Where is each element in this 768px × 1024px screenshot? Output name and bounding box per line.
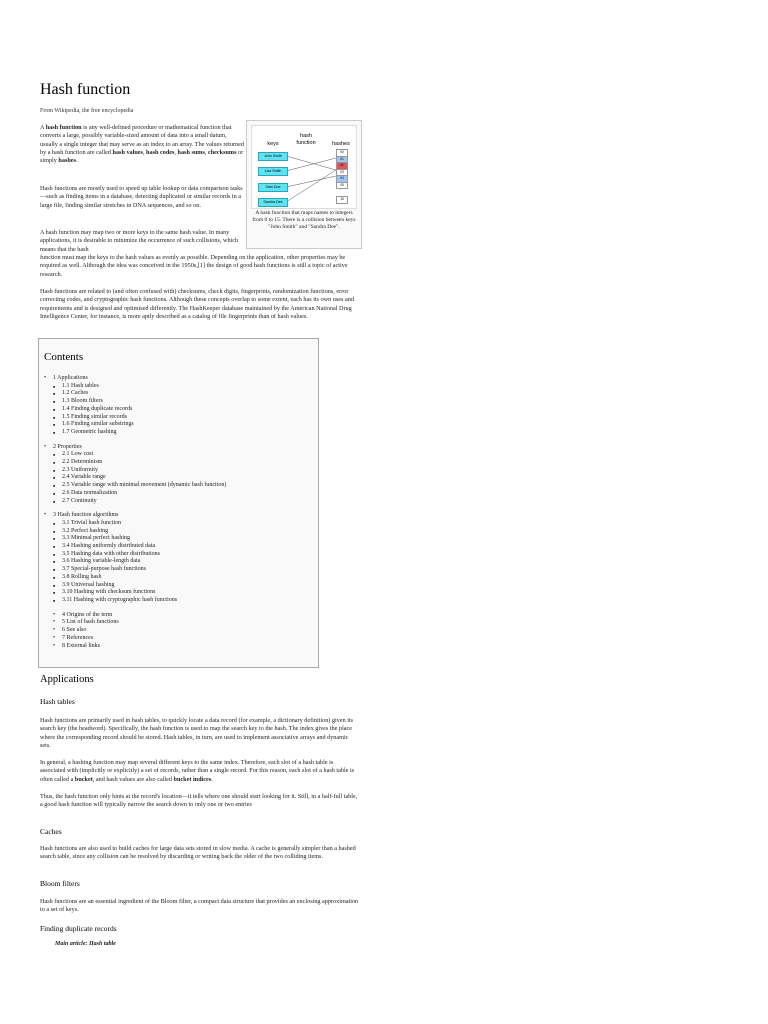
toc-link[interactable]: • 8 External links [53, 643, 313, 651]
toc-link[interactable]: • 4 Origins of the term [53, 612, 313, 620]
page-subtitle: From Wikipedia, the free encyclopedia [40, 108, 134, 114]
toc-link[interactable]: • 2 Properties [44, 444, 313, 452]
toc-link[interactable]: ■ 3.3 Minimal perfect hashing [53, 535, 313, 543]
toc-link[interactable]: ■ 3.6 Hashing variable-length data [53, 558, 313, 566]
toc-title: Contents [44, 351, 84, 363]
toc-group [53, 444, 313, 506]
toc-link[interactable]: ■ 3.2 Perfect hashing [53, 528, 313, 536]
hash-cell: 15 [336, 196, 348, 204]
toc-link[interactable]: ■ 1.5 Finding similar records [53, 414, 313, 422]
hash-cell: 03 [336, 169, 348, 177]
hash-diagram [251, 125, 357, 209]
toc-link[interactable]: ■ 1.1 Hash tables [53, 383, 313, 391]
toc-group [53, 512, 313, 604]
toc-link[interactable]: ■ 2.6 Data normalization [53, 490, 313, 498]
toc-link[interactable]: ■ 3.8 Rolling hash [53, 574, 313, 582]
toc-group [53, 375, 313, 437]
toc-list [53, 375, 313, 650]
section-heading-applications: Applications [40, 674, 94, 685]
toc-link[interactable]: ■ 1.3 Bloom filters [53, 398, 313, 406]
toc-link[interactable]: ■ 1.7 Geometric hashing [53, 429, 313, 437]
toc-link[interactable]: ■ 2.1 Low cost [53, 451, 313, 459]
intro-paragraph-3b: function must map the keys to the hash values as evenly as possible. Depending on the application, other properties may be required as well. Although the idea was conceived in the 1950s,[1] the design of good hash functions is still a topic of active research. [40, 254, 348, 278]
toc-sublist [53, 451, 313, 505]
figure-keys-header: keys [267, 141, 279, 147]
subsection-heading-caches: Caches [40, 827, 62, 836]
toc-link[interactable]: ■ 3.11 Hashing with cryptographic hash functions [53, 597, 313, 605]
subsection-heading-finding-duplicates: Finding duplicate records [40, 924, 117, 933]
toc-link[interactable]: ■ 3.1 Trivial hash function [53, 520, 313, 528]
key-sam-doe: Sam Doe [258, 183, 288, 192]
hash-cell: 01 [336, 156, 348, 164]
toc-link[interactable]: ■ 3.4 Hashing uniformly distributed data [53, 543, 313, 551]
toc-link[interactable]: • 6 See also [53, 627, 313, 635]
toc-link[interactable]: ■ 1.6 Finding similar substrings [53, 421, 313, 429]
table-of-contents [38, 338, 319, 668]
hash-cell: 05 [336, 182, 348, 190]
toc-link[interactable]: • 1 Applications [44, 375, 313, 383]
key-john-smith: John Smith [258, 152, 288, 161]
hash-function-figure [246, 120, 362, 249]
bloom-paragraph-1: Hash functions are an essential ingredient of the Bloom filter, a compact data structure that provides an enclosing approximation to a set of keys. [40, 898, 359, 914]
key-sandra-dee: Sandra Dee [258, 198, 288, 207]
subsection-heading-hash-tables: Hash tables [40, 697, 75, 706]
subsection-heading-bloom-filters: Bloom filters [40, 879, 80, 888]
hash-cell: 04 [336, 175, 348, 183]
toc-link[interactable]: • 7 References [53, 635, 313, 643]
intro-paragraph-3a: A hash function may map two or more keys to the same hash value. In many applications, it is desirable to minimize the occurrence of such collisions, which means that the hash [40, 229, 239, 253]
toc-link[interactable]: ■ 2.4 Variable range [53, 474, 313, 482]
hash-tables-paragraph-1: Hash functions are primarily used in hash tables, to quickly locate a data record (for example, a dictionary definition) given its search key (the headword). Specifically, the hash function is used to map the search key to the hash. The index gives the place where the corresponding record should be stored. Hash tables, in turn, are used to implement associative arrays and dynamic sets. [40, 717, 354, 749]
toc-link[interactable]: ■ 2.5 Variable range with minimal movement (dynamic hash function) [53, 482, 313, 490]
hash-cell-collision: 02 [336, 162, 348, 170]
page-title: Hash function [40, 81, 131, 98]
key-lisa-smith: Lisa Smith [258, 167, 288, 176]
main-article-link[interactable]: Main article: Hash table [55, 941, 116, 947]
toc-link[interactable]: ■ 3.10 Hashing with checksum functions [53, 589, 313, 597]
hash-tables-paragraph-3: Thus, the hash function only hints at the record's location—it tells where one should start looking for it. Still, in a half-full table, a good hash function will typically narrow the search down to only one or two entries [40, 793, 358, 809]
toc-link[interactable]: ■ 2.2 Determinism [53, 459, 313, 467]
toc-link[interactable]: • 3 Hash function algorithms [44, 512, 313, 520]
toc-sublist [53, 520, 313, 605]
toc-link[interactable]: ■ 1.4 Finding duplicate records [53, 406, 313, 414]
figure-caption: A hash function that maps names to integers from 0 to 15. There is a collision between keys "John Smith" and "Sandra Dee". [252, 210, 356, 230]
hash-tables-paragraph-2: In general, a hashing function may map several different keys to the same index. Therefore, each slot of a hash table is associated with (implicitly or explicitly) a set of records, rather than a single record. For this reason, each slot of a hash table is often called a bucket, and hash values are also called bucket indices. [40, 759, 355, 783]
toc-link[interactable]: • 5 List of hash functions [53, 619, 313, 627]
intro-paragraph-1: A hash function is any well-defined procedure or mathematical function that converts a large, possibly variable-sized amount of data into a small datum, usually a single integer that may serve as an index to an array. The values returned by a hash function are called hash values, hash codes, hash sums, checksums or simply hashes. [40, 124, 244, 165]
toc-link[interactable]: ■ 3.5 Hashing data with other distributions [53, 551, 313, 559]
hash-cell: 00 [336, 149, 348, 157]
hash-cell-ellipsis: : [340, 188, 342, 192]
toc-link[interactable]: ■ 3.9 Universal hashing [53, 582, 313, 590]
toc-link[interactable]: ■ 1.2 Caches [53, 390, 313, 398]
caches-paragraph-1: Hash functions are also used to build caches for large data sets stored in slow media. A cache is generally simpler than a hashed search table, since any collision can be resolved by discarding or writing back the older of the two colliding items. [40, 845, 356, 861]
toc-link[interactable]: ■ 2.3 Uniformity [53, 467, 313, 475]
intro-paragraph-4: Hash functions are related to (and often confused with) checksums, check digits, fingerprints, randomization functions, error correcting codes, and cryptographic hash functions. Although these concepts overlap to some extent, each has its own uses and requirements and is designed and optimised differently. The HashKeeper database maintained by the American National Drug Intelligence Center, for instance, is more aptly described as a catalog of file fingerprints than of hash values. [40, 288, 354, 320]
toc-link[interactable]: ■ 3.7 Special-purpose hash functions [53, 566, 313, 574]
figure-hash-function-header: hash function [296, 133, 316, 146]
figure-hashes-header: hashes [332, 141, 350, 147]
toc-link[interactable]: ■ 2.7 Continuity [53, 498, 313, 506]
intro-paragraph-2: Hash functions are mostly used to speed up table lookup or data comparison tasks—such as finding items in a database, detecting duplicated or similar records in a large file, finding similar stretches in DNA sequences, and so on. [40, 185, 243, 209]
toc-sublist [53, 383, 313, 437]
